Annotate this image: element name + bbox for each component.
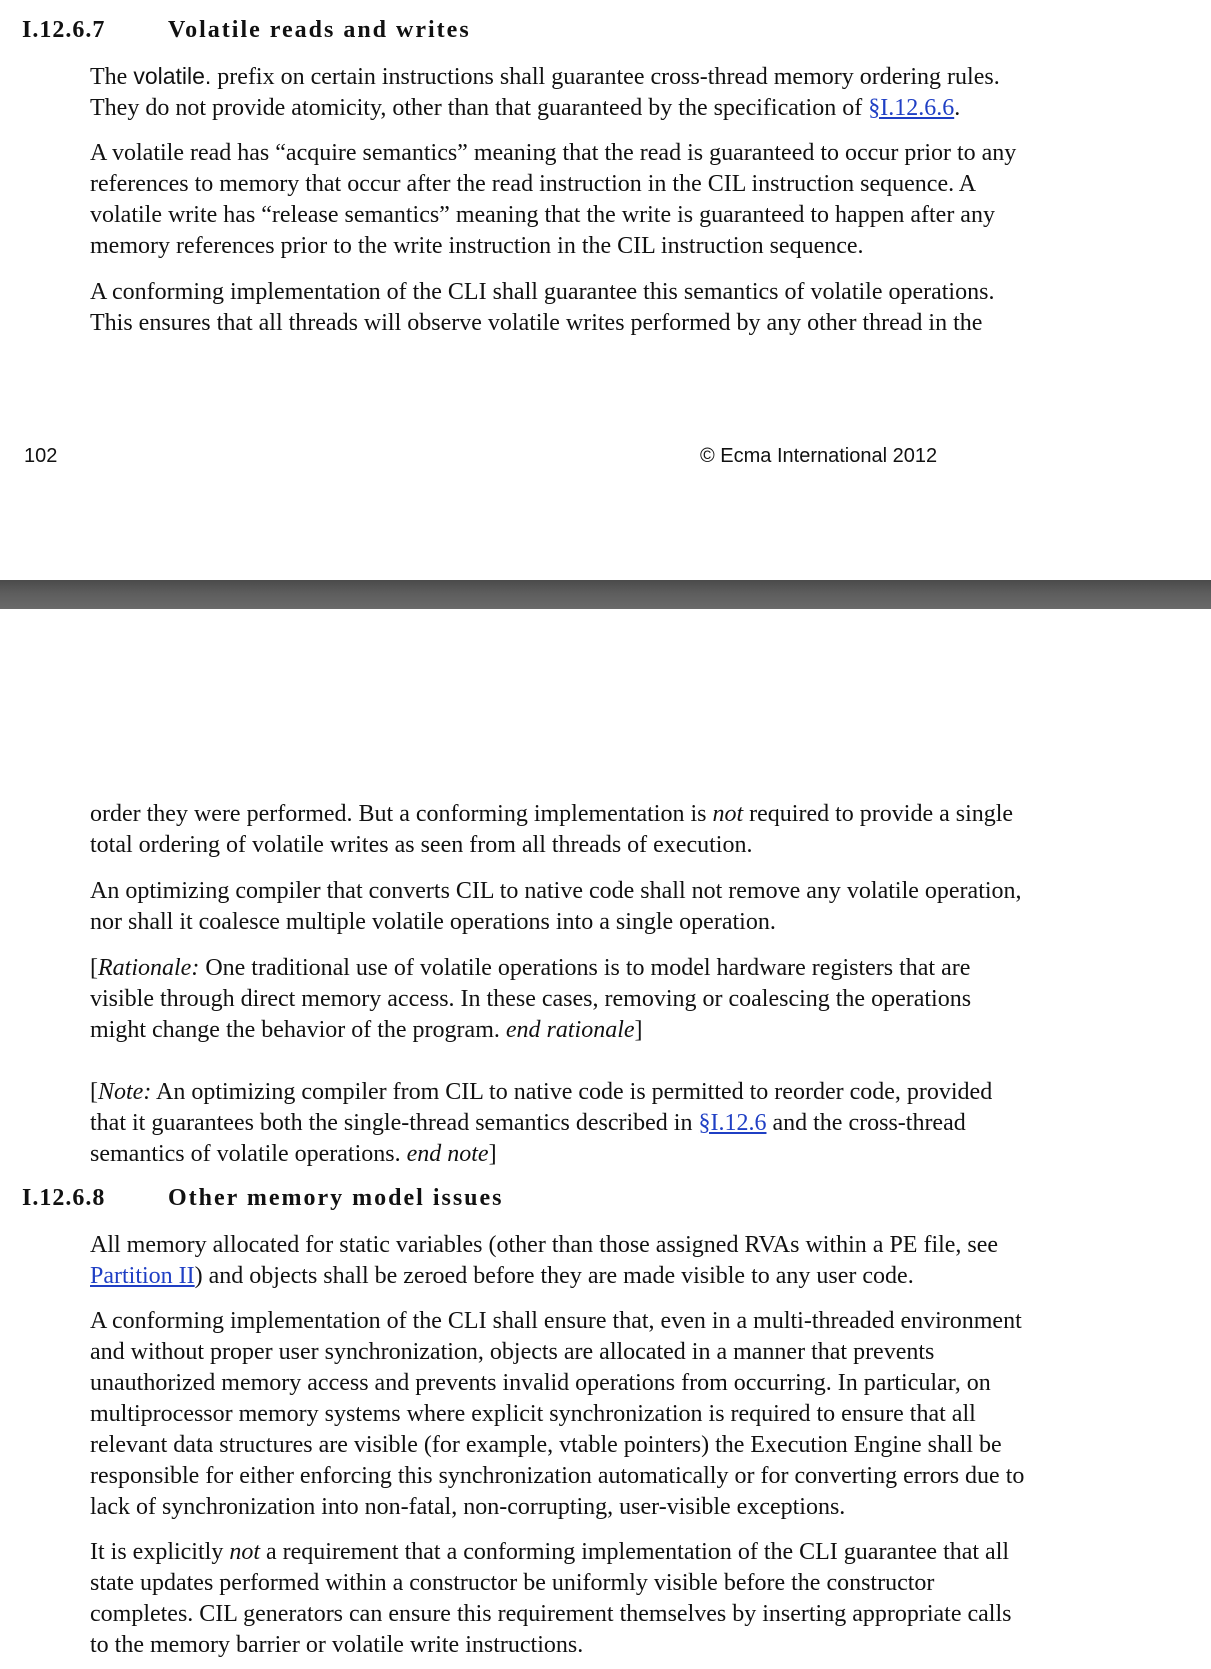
section-number: I.12.6.8 (22, 1185, 106, 1211)
text-line: nor shall it coalesce multiple volatile operations into a single operation. (90, 909, 776, 935)
text-line: memory references prior to the write instruction in the CIL instruction sequence. (90, 233, 864, 259)
link-partition-ii[interactable]: Partition II (90, 1263, 195, 1289)
paragraph-conforming-volatile (90, 277, 1190, 339)
emphasis-not: not (712, 801, 744, 827)
text-line: [Note: An optimizing compiler from CIL to native code is permitted to reorder code, provided (90, 1079, 993, 1105)
text-line: A conforming implementation of the CLI shall guarantee this semantics of volatile operations. (90, 279, 995, 305)
text-line: total ordering of volatile writes as seen from all threads of execution. (90, 832, 753, 858)
text-line: A conforming implementation of the CLI shall ensure that, even in a multi-threaded environment (90, 1308, 1022, 1334)
text-line: lack of synchronization into non-fatal, non-corrupting, user-visible exceptions. (90, 1494, 846, 1520)
text-line: might change the behavior of the program. end rationale] (90, 1017, 643, 1043)
paragraph-optimizing-compiler (90, 876, 1190, 938)
paragraph-continued-ordering (90, 799, 1190, 861)
text-line: responsible for either enforcing this synchronization automatically or for converting errors due to (90, 1463, 1025, 1489)
note-label: Note: (98, 1079, 152, 1105)
section-heading-i12-6-8 (22, 1182, 504, 1214)
link-section-i12-6[interactable]: §I.12.6 (698, 1110, 767, 1136)
end-rationale-label: end rationale (505, 1017, 635, 1043)
text-line: to the memory barrier or volatile write instructions. (90, 1632, 584, 1658)
paragraph-static-zeroed (90, 1230, 1190, 1292)
section-title: Other memory model issues (168, 1185, 504, 1211)
text-line: The volatile. prefix on certain instructions shall guarantee cross-thread memory ordering rules. (90, 63, 1000, 90)
copyright-footer: © Ecma International 2012 (700, 445, 938, 467)
paragraph-constructor-visibility (90, 1537, 1190, 1661)
text-line: It is explicitly not a requirement that a conforming implementation of the CLI guarantee that all (90, 1539, 1010, 1565)
paragraph-acquire-release (90, 138, 1190, 262)
text-line: They do not provide atomicity, other than that guaranteed by the specification of §I.12.6.6. (90, 95, 961, 121)
section-heading-i12-6-7 (22, 14, 471, 46)
text-line: state updates performed within a constructor be uniformly visible before the constructor (90, 1570, 935, 1596)
text-line: and without proper user synchronization, objects are allocated in a manner that prevents (90, 1339, 935, 1365)
note-block (90, 1077, 1190, 1170)
page-divider (0, 580, 1211, 609)
rationale-block (90, 953, 1190, 1046)
text-line: multiprocessor memory systems where explicit synchronization is required to ensure that all (90, 1401, 976, 1427)
link-section-i12-6-6[interactable]: §I.12.6.6 (868, 95, 955, 121)
rationale-label: Rationale: (98, 955, 200, 981)
text-line: references to memory that occur after the read instruction in the CIL instruction sequence. A (90, 171, 977, 197)
text-line: that it guarantees both the single-thread semantics described in §I.12.6 and the cross-thread (90, 1110, 966, 1136)
end-note-label: end note (406, 1141, 489, 1167)
text-line: completes. CIL generators can ensure this requirement themselves by inserting appropriate calls (90, 1601, 1012, 1627)
emphasis-not: not (229, 1539, 260, 1565)
text-line: A volatile read has “acquire semantics” meaning that the read is guaranteed to occur prior to any (90, 140, 1017, 166)
section-title: Volatile reads and writes (168, 17, 471, 43)
text-line: Partition II) and objects shall be zeroed before they are made visible to any user code. (90, 1263, 914, 1289)
text-line: relevant data structures are visible (for example, vtable pointers) the Execution Engine shall be (90, 1432, 1002, 1458)
text-line: [Rationale: One traditional use of volatile operations is to model hardware registers that are (90, 955, 971, 981)
text-line: volatile write has “release semantics” meaning that the write is guaranteed to happen after any (90, 202, 995, 228)
paragraph-memory-safety (90, 1306, 1190, 1523)
text-line: unauthorized memory access and prevents invalid operations from occurring. In particular, on (90, 1370, 991, 1396)
text-line: This ensures that all threads will observe volatile writes performed by any other thread in the (90, 310, 983, 336)
section-number: I.12.6.7 (22, 17, 106, 43)
text-line: visible through direct memory access. In these cases, removing or coalescing the operations (90, 986, 972, 1012)
text-line: All memory allocated for static variables (other than those assigned RVAs within a PE file, see (90, 1232, 999, 1258)
text-line: order they were performed. But a conforming implementation is not required to provide a single (90, 801, 1014, 827)
text-line: An optimizing compiler that converts CIL to native code shall not remove any volatile operation, (90, 878, 1022, 904)
text-line: semantics of volatile operations. end note] (90, 1141, 497, 1167)
page-number: 102 (24, 445, 58, 467)
code-volatile: volatile. (133, 63, 212, 89)
paragraph-volatile-prefix (90, 61, 1190, 124)
